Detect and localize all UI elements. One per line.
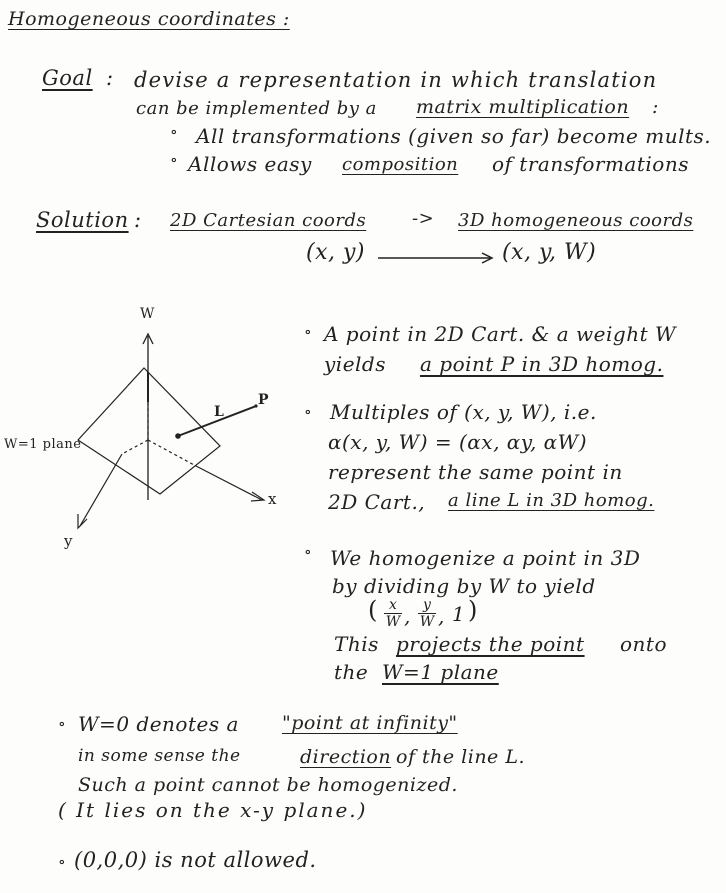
goal-line2c: :	[652, 96, 659, 118]
b1-line2b: a point P in 3D homog.	[420, 352, 664, 376]
plane-label: W=1 plane	[4, 437, 82, 452]
intersection-point	[175, 433, 181, 439]
x-axis-line	[196, 466, 262, 500]
point-p-label: P	[258, 392, 270, 408]
solution-colon: :	[134, 208, 142, 232]
goal-bullet-2b: composition	[342, 154, 459, 175]
bottom-bullet-2-mark: ∘	[58, 852, 67, 871]
goal-bullet-2-mark: ∘	[170, 150, 179, 169]
right-bullet-1-mark: ∘	[304, 322, 313, 341]
b4-line4: ( It lies on the x-y plane.)	[58, 798, 368, 822]
b3-line4c: onto	[620, 632, 667, 656]
solution-to: 3D homogeneous coords	[458, 210, 694, 231]
goal-bullet-2a: Allows easy	[188, 152, 312, 176]
goal-bullet-1-mark: ∘	[170, 122, 179, 141]
b2-line2: α(x, y, W) = (αx, αy, αW)	[328, 430, 588, 454]
solution-arrow-long	[378, 250, 498, 270]
b3-comma-1: ,	[404, 604, 411, 628]
bottom-bullet-1-mark: ∘	[58, 714, 67, 733]
b2-line1: Multiples of (x, y, W), i.e.	[330, 400, 597, 424]
b2-line4b: a line L in 3D homog.	[448, 490, 655, 511]
w-axis-label: W	[140, 306, 155, 322]
b1-line2a: yields	[324, 352, 386, 376]
b3-paren-close: )	[468, 596, 478, 624]
solution-label: Solution	[36, 208, 129, 232]
b3-line5b: W=1 plane	[382, 660, 499, 684]
y-axis-label: y	[64, 532, 73, 550]
b3-line2: by dividing by W to yield	[332, 574, 596, 598]
goal-bullet-1: All transformations (given so far) become mults.	[196, 124, 712, 148]
x-axis-label: x	[268, 490, 277, 508]
b3-line4a: This	[334, 632, 379, 656]
solution-from-tuple: (x, y)	[306, 240, 365, 265]
b3-line5a: the	[334, 660, 369, 684]
x-axis-arrowhead	[251, 492, 264, 501]
solution-arrow: ->	[412, 208, 435, 229]
b4-line1b: "point at infinity"	[282, 712, 458, 734]
goal-line1: devise a representation in which translation	[134, 68, 658, 92]
b3-frac-y-over-w: y W	[419, 597, 435, 630]
b3-paren-open: (	[368, 596, 378, 624]
b2-line4a: 2D Cart.,	[328, 490, 426, 514]
b2-line3: represent the same point in	[328, 460, 623, 484]
b3-frac-x-over-w: x W	[385, 597, 401, 630]
b4-line2c: of the line L.	[396, 746, 525, 768]
page-title: Homogeneous coordinates :	[8, 8, 290, 30]
goal-line2a: can be implemented by a	[136, 98, 377, 119]
solution-from: 2D Cartesian coords	[170, 210, 367, 231]
line-l-label: L	[214, 404, 225, 420]
b4-line1a: W=0 denotes a	[78, 712, 239, 736]
y-axis-line	[80, 454, 122, 526]
right-bullet-2-mark: ∘	[304, 402, 313, 421]
right-bullet-3-mark: ∘	[304, 542, 313, 561]
b1-line1: A point in 2D Cart. & a weight W	[324, 322, 677, 346]
b4-line2b: direction	[300, 746, 392, 768]
goal-label: Goal	[42, 66, 93, 90]
b3-line4b: projects the point	[396, 632, 585, 656]
b3-line1: We homogenize a point in 3D	[330, 546, 641, 570]
b4-line2a: in some sense the	[78, 746, 241, 766]
homogeneous-diagram	[0, 300, 300, 560]
b4-line3: Such a point cannot be homogenized.	[78, 774, 458, 796]
solution-to-tuple: (x, y, W)	[502, 240, 597, 265]
b3-one: 1	[452, 602, 466, 626]
goal-colon: :	[106, 66, 114, 90]
b5-text: (0,0,0) is not allowed.	[74, 848, 317, 872]
goal-bullet-2c: of transformations	[492, 152, 689, 176]
goal-line2b: matrix multiplication	[416, 96, 630, 118]
b3-comma-2: ,	[438, 604, 445, 628]
